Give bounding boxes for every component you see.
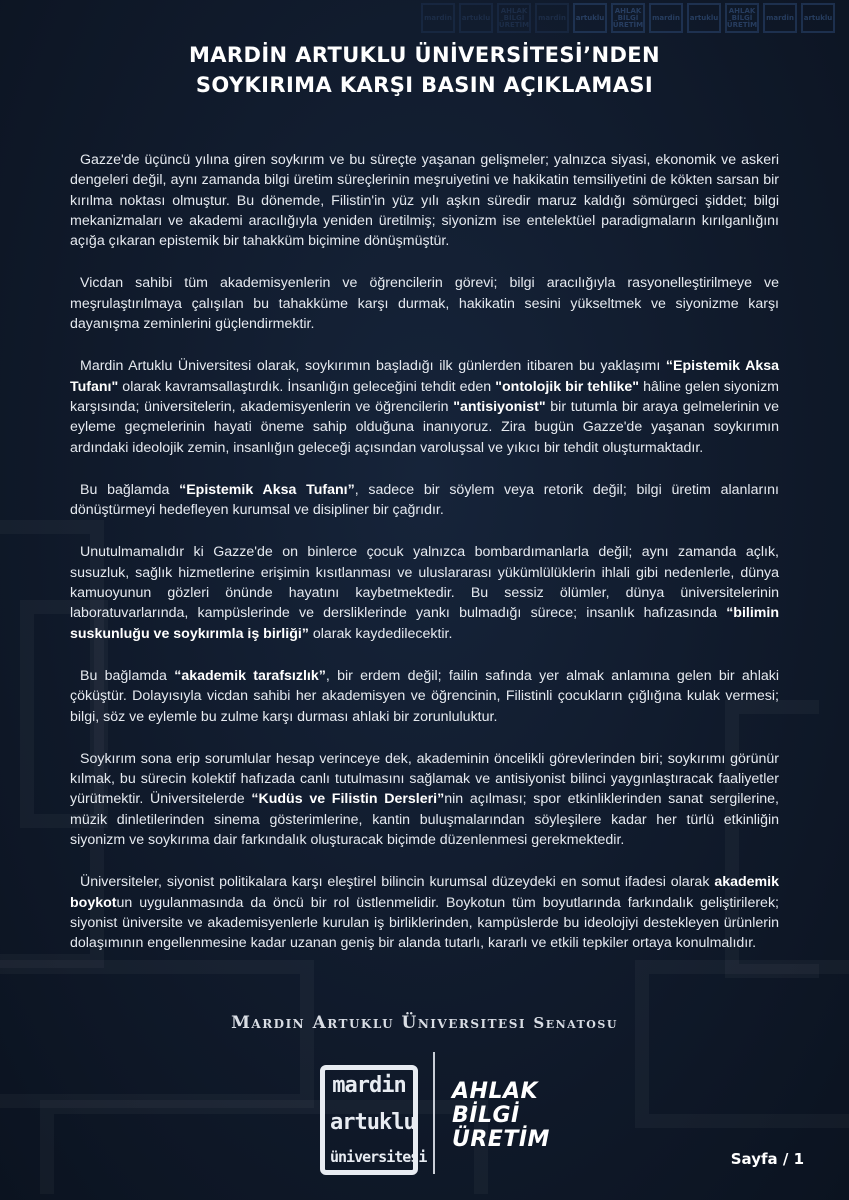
paragraph-text: , bir erdem değil; failin safında yer almak anlamına gelen bir ahlaki çöküştür. Dolayısıyla vicdan sahibi her akademisyen ve öğrencinin, Filistinli çocukların çığlığına kulak vermesi; bilgi, söz ve eylemle bu zulme karşı durması ahlaki bir zorunluluktur.: [70, 667, 779, 725]
emphasis-text: “bilimin suskunluğu ve soykırımla iş birliği”: [70, 605, 779, 642]
body-paragraph: [70, 542, 779, 643]
paragraph-text: Soykırım sona erip sorumlular hesap verinceye dek, akademinin öncelikli görevlerinden biri; soykırımı görünür kılmak, bu sürecin kolektif hafızada canlı tutulmasını sağlamak ve antisiyonist bilinci yaygınlaştıracak faaliyetler yürütmektir. Üniversitelerde: [70, 750, 779, 808]
logo-ahlak-line-2: BİLGİ: [452, 1103, 520, 1128]
body-paragraph: [70, 273, 779, 334]
paragraph-text: , sadece bir söylem veya retorik değil; bilgi üretim alanlarını dönüştürmeyi hedefleyen kurumsal ve disipliner bir çağrıdır.: [70, 481, 779, 519]
watermark-shape: [0, 960, 314, 1108]
emphasis-text: "antisiyonist": [453, 398, 546, 415]
body-paragraph: [70, 749, 779, 850]
emphasis-text: "ontolojik bir tehlike": [495, 378, 640, 395]
paragraph-text: Üniversiteler, siyonist politikalara karşı eleştirel bilincin kurumsal düzeydeki en somut ifadesi olarak: [80, 874, 715, 891]
header-pattern-strip: [0, 0, 849, 38]
title-line-2: SOYKIRIMA KARŞI BASIN AÇIKLAMASI: [195, 73, 654, 97]
paragraph-text: olarak kavramsallaştırdık. İnsanlığın geleceğini tehdit eden: [118, 378, 496, 395]
header-pattern-tile: mardin: [421, 3, 455, 33]
emphasis-text: “Epistemik Aksa Tufanı": [70, 358, 780, 395]
paragraph-text: Gazze'de üçüncü yılına giren soykırım ve bu süreçte yaşanan gelişmeler; yalnızca siyasi, ekonomik ve askeri dengeleri değil, aynı zamanda bilgi üretim süreçlerinin meşruiyetini ve hakikatin temsiliyetini de kökten sarsan bir kırılma noktası olmuştur. Bu dönemde, Filistin'in yüz yılı aşkın süredir maruz kaldığı sömürgeci şiddet; bilgi mekanizmaları ve akademi aracılığıyla yeniden üretilmiş; siyonizm ise entelektüel paradigmaların kırılganlığını açığa çıkaran epistemik bir tahakküm biçimine dönüşmüştür.: [70, 152, 779, 250]
paragraph-text: un uygulanmasında da öncü bir rol üstlenmelidir. Boykotun tüm boyutlarında farkındalık geliştirilerek; siyonist üniversite ve akademisyenlerle kurulan iş birliklerinden, kampüslerde bu ideolojiyi destekleyen ürünlerin dolaşımının engellenmesine kadar uzanan geniş bir alanda tutarlı, kararlı ve etkili tepkiler ortaya konulmalıdır.: [70, 894, 779, 952]
signature-suffix: Senatosu: [533, 1014, 618, 1032]
header-pattern-tile: artuklu: [687, 3, 721, 33]
emphasis-text: “Epistemik Aksa Tufanı”: [179, 481, 355, 498]
logo-ahlak-line-1: AHLAK: [452, 1079, 539, 1104]
emphasis-text: “Kudüs ve Filistin Dersleri”: [251, 791, 445, 808]
body-paragraph: [70, 356, 779, 457]
body-paragraph: [70, 872, 779, 953]
press-release-body: [70, 150, 779, 976]
header-pattern-tile: AHLAK BİLGİ ÜRETİM: [611, 3, 645, 33]
signature: [0, 1013, 849, 1033]
watermark-shape: [635, 960, 849, 1128]
emphasis-text: akademik boykot: [70, 874, 779, 911]
watermark-shape: [40, 1100, 488, 1194]
paragraph-text: nin açılması; spor etkinliklerinden sanat sergilerine, müzik dinletilerinden sinema gösterimlerine, kantin buluşmalarından söyleşilere kadar her türlü etkinliğin siyonizm ve soykırıma dair farkındalık oluşturacak biçimde düzenlenmesi gerekmektedir.: [70, 791, 779, 849]
header-pattern-tile: artuklu: [459, 3, 493, 33]
paragraph-text: bir tutumla bir araya gelmelerinin ve eyleme geçmelerinin hayati öneme sahip olduğuna inanıyoruz. Zira bugün Gazze'de yaşanan soykırımın ardındaki ideolojik zemin, insanlığın geleceği açısından varoluşsal ve yıkıcı bir tehdit oluşturmaktadır.: [70, 398, 779, 456]
header-pattern-tile: artuklu: [801, 3, 835, 33]
paragraph-text: Mardin Artuklu Üniversitesi olarak, soykırımın başladığı ilk günlerden itibaren bu yaklaşımı: [80, 358, 666, 375]
page-title: [0, 40, 849, 100]
paragraph-text: Unutulmamalıdır ki Gazze'de on binlerce çocuk yalnızca bombardımanlarla değil; aynı zamanda açlık, susuzluk, sağlık hizmetlerine erişimin kısıtlanması ve uluslararası yükümlülüklerin ihlali gibi nedenlerle, dünya kamuoyunun gözleri önünde hayatını kaybetmektedir. Bu sessiz ölümler, dünya üniversitelerinin laboratuvarlarında, kampüslerinde ve dersliklerinde yankı bulmadığı sürece; insanlık hafızasında: [70, 544, 779, 622]
header-pattern-tile: AHLAK BİLGİ ÜRETİM: [725, 3, 759, 33]
body-paragraph: [70, 150, 779, 251]
logo-ahlak-line-3: ÜRETİM: [452, 1127, 550, 1152]
header-pattern-tile: mardin: [535, 3, 569, 33]
body-paragraph: [70, 480, 779, 521]
paragraph-text: Bu bağlamda: [80, 481, 180, 498]
header-pattern-tile: artuklu: [573, 3, 607, 33]
logo-divider: [433, 1052, 435, 1174]
header-pattern-tile: AHLAK BİLGİ ÜRETİM: [497, 3, 531, 33]
logo-univ-line-2: artuklu: [330, 1110, 416, 1135]
paragraph-text: olarak kaydedilecektir.: [308, 625, 453, 642]
paragraph-text: hâline gelen siyonizm karşısında; üniversitelerin, akademisyenlerin ve öğrencilerin: [70, 378, 779, 415]
header-pattern-tile: mardin: [763, 3, 797, 33]
page-number: Sayfa / 1: [730, 1150, 804, 1168]
paragraph-text: Bu bağlamda: [80, 667, 175, 684]
ahlak-bilgi-uretim-logo: [452, 1080, 562, 1152]
title-line-1: MARDİN ARTUKLU ÜNİVERSİTESİ’NDEN: [188, 43, 661, 67]
logo-univ-line-1: mardin: [332, 1073, 406, 1098]
logo-univ-line-3: üniversitesi: [330, 1148, 427, 1166]
paragraph-text: Vicdan sahibi tüm akademisyenlerin ve öğrencilerin görevi; bilgi aracılığıyla rasyonelleştirilmeye ve meşrulaştırılmaya çalışılan bu tahakküme karşı durmak, hakikatin sesini yükseltmek ve siyonizme karşı dayanışma zeminlerini güçlendirmektir.: [70, 275, 779, 333]
body-paragraph: [70, 666, 779, 727]
university-logo: [320, 1065, 427, 1175]
header-pattern-tile: mardin: [649, 3, 683, 33]
emphasis-text: “akademik tarafsızlık”: [174, 667, 326, 684]
signature-name: Mardin Artuklu Üniversitesi: [231, 1013, 526, 1033]
